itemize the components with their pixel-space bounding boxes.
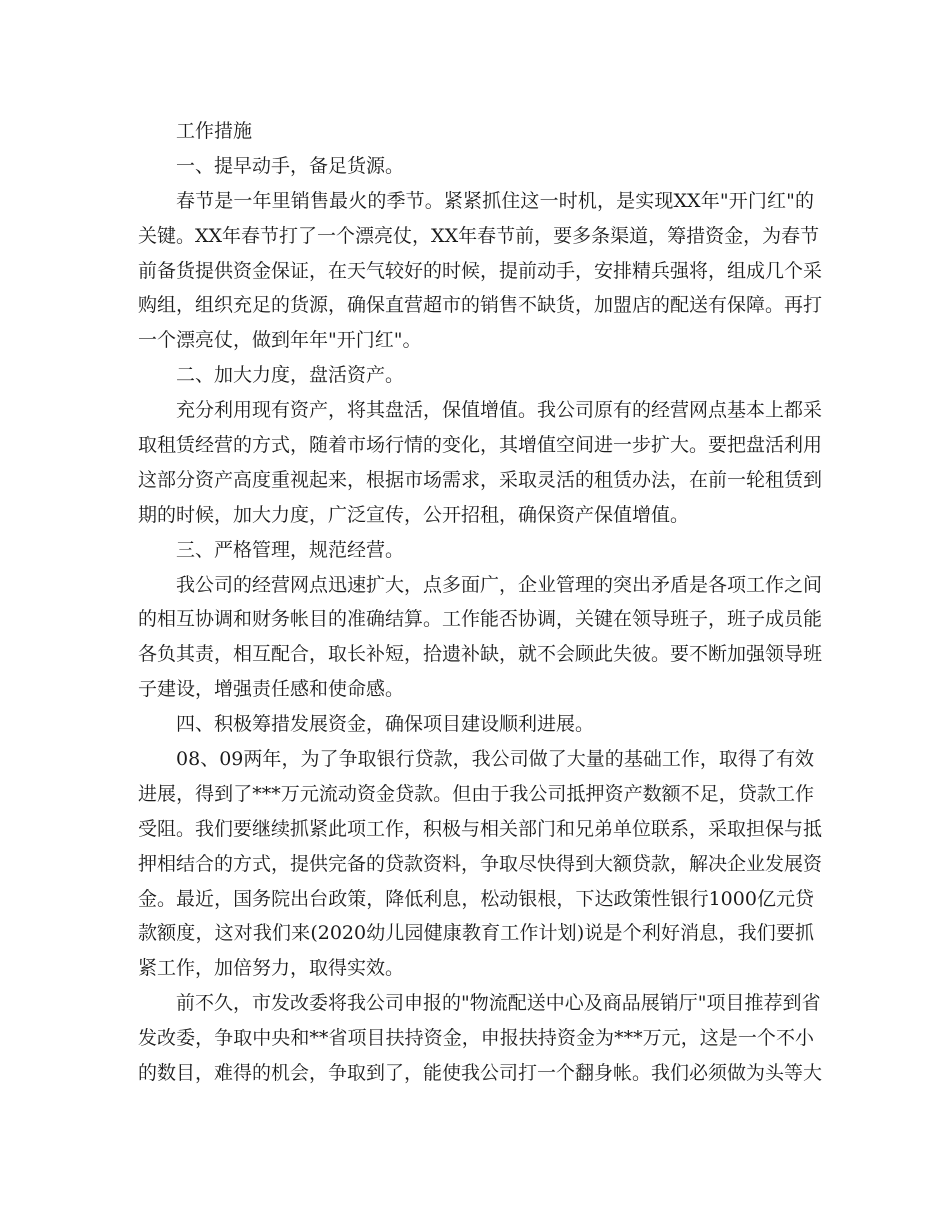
text-line: 金。最近，国务院出台政策，降低利息，松动银根，下达政策性银行1000亿元贷 [138, 887, 814, 910]
paragraph-first-line: 08、09两年，为了争取银行贷款，我公司做了大量的基础工作，取得了有效 [176, 748, 814, 771]
paragraph-first-line: 前不久，市发改委将我公司申报的"物流配送中心及商品展销厅"项目推荐到省 [176, 992, 821, 1015]
text-line: 发改委，争取中央和**省项目扶持资金，申报扶持资金为***万元，这是一个不小 [138, 1027, 814, 1050]
text-line: 这部分资产高度重视起来，根据市场需求，采取灵活的租赁办法，在前一轮租赁到 [138, 468, 823, 491]
text-line: 各负其责，相互配合，取长补短，拾遗补缺，就不会顾此失彼。要不断加强领导班 [138, 643, 823, 666]
text-line: 的相互协调和财务帐目的准确结算。工作能否协调，关键在领导班子，班子成员能 [138, 608, 823, 631]
text-line: 关键。XX年春节打了一个漂亮仗，XX年春节前，要多条渠道，筹措资金，为春节 [138, 224, 820, 247]
document-body [138, 114, 823, 1091]
paragraph-first-line: 三、严格管理，规范经营。 [176, 538, 405, 561]
paragraph-first-line: 春节是一年里销售最火的季节。紧紧抓住这一时机，是实现XX年"开门红"的 [176, 189, 814, 212]
paragraph-first-line: 一、提早动手，备足货源。 [176, 154, 405, 177]
text-line: 前备货提供资金保证，在天气较好的时候，提前动手，安排精兵强将，组成几个采 [138, 259, 823, 282]
paragraph-first-line: 四、积极筹措发展资金，确保项目建设顺利进展。 [176, 713, 595, 736]
text-line: 进展，得到了***万元流动资金贷款。但由于我公司抵押资产数额不足，贷款工作 [138, 782, 814, 805]
text-line: 款额度，这对我们来(2020幼儿园健康教育工作计划)说是个利好消息，我们要抓 [138, 922, 814, 945]
paragraph-first-line: 二、加大力度，盘活资产。 [176, 364, 405, 387]
text-line: 紧工作，加倍努力，取得实效。 [138, 957, 405, 980]
paragraph-first-line: 工作措施 [176, 120, 253, 142]
text-line: 一个漂亮仗，做到年年"开门红"。 [138, 329, 422, 352]
text-line: 购组，组织充足的货源，确保直营超市的销售不缺货，加盟店的配送有保障。再打 [138, 294, 823, 317]
text-line: 子建设，增强责任感和使命感。 [138, 678, 405, 701]
text-line: 的数目，难得的机会，争取到了，能使我公司打一个翻身帐。我们必须做为头等大 [138, 1062, 823, 1085]
paragraph-first-line: 我公司的经营网点迅速扩大，点多面广，企业管理的突出矛盾是各项工作之间 [176, 573, 823, 596]
text-line: 受阻。我们要继续抓紧此项工作，积极与相关部门和兄弟单位联系，采取担保与抵 [138, 817, 823, 840]
text-line: 期的时候，加大力度，广泛宣传，公开招租，确保资产保值增值。 [138, 503, 690, 526]
paragraph-first-line: 充分利用现有资产，将其盘活，保值增值。我公司原有的经营网点基本上都采 [176, 399, 823, 422]
text-line: 押相结合的方式，提供完备的贷款资料，争取尽快得到大额贷款，解决企业发展资 [138, 852, 823, 875]
text-line: 取租赁经营的方式，随着市场行情的变化，其增值空间进一步扩大。要把盘活利用 [138, 434, 823, 457]
